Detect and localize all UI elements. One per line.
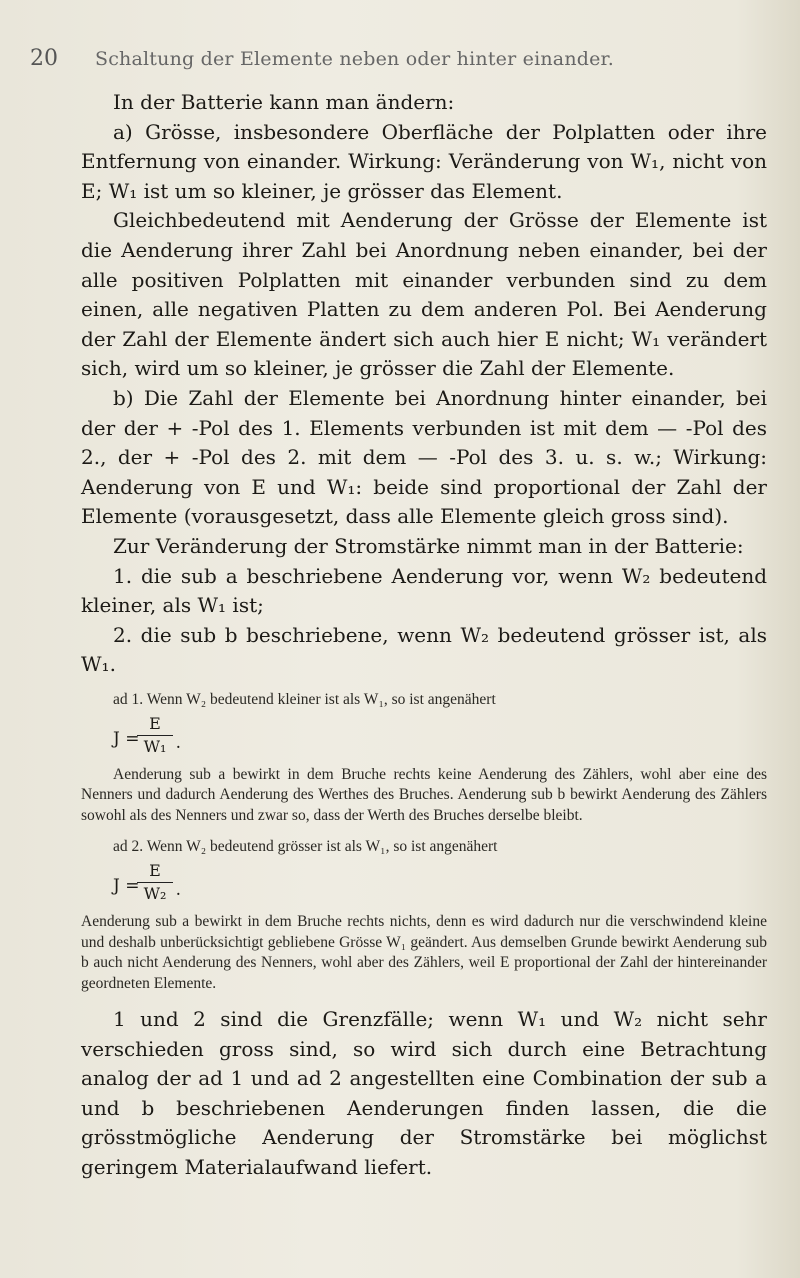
- formula-1-period: .: [175, 732, 181, 753]
- page-header: [0, 46, 800, 76]
- paragraph-gleichbedeutend: Gleichbedeutend mit Aenderung der Grösse der Elemente ist die Aenderung ihrer Zahl bei Anordnung neben einander, bei der alle positiven Polplatten mit einander verbunden sind zu dem einen, alle negativen Platten zu dem anderen Pol. Bei Aenderung der Zahl der Elemente ändert sich auch hier E nicht; W₁ verändert sich, wird um so kleiner, je grösser die Zahl der Elemente.: [81, 208, 767, 381]
- paragraph-a: a) Grösse, insbesondere Oberfläche der Polplatten oder ihre Entfernung von einander. Wirkung: Veränderung von W₁, nicht von E; W₁ ist um so kleiner, je grösser das Element.: [81, 119, 767, 203]
- formula-2-numerator: E: [149, 860, 161, 880]
- paragraph-intro: In der Batterie kann man ändern:: [113, 90, 455, 114]
- formula-1-denominator: W₁: [143, 736, 167, 756]
- note-2-intro: ad 2. Wenn W₂ bedeutend grösser ist als W₁, so ist angenähert: [113, 838, 498, 856]
- note-2-text: Aenderung sub a bewirkt in dem Bruche rechts nichts, denn es wird dadurch nur die verschwindend kleine und deshalb unberücksichtigt gebliebene Grösse W₁ geändert. Aus demselben Grunde bewirkt Aenderung sub b auch nicht Aenderung des Nenners, wohl aber des Zählers, weil E proportional der Zahl der hintereinander geordneten Elemente.: [81, 912, 767, 993]
- formula-2-period: .: [175, 879, 181, 900]
- formula-2-fraction: [137, 860, 181, 903]
- page-number: 20: [30, 46, 58, 71]
- formula-1-lhs: J =: [113, 728, 140, 749]
- formula-2-lhs: J =: [113, 875, 140, 896]
- formula-1-fraction: [137, 713, 181, 756]
- main-text: [81, 88, 767, 1183]
- paragraph-grenzfaelle: 1 und 2 sind die Grenzfälle; wenn W₁ und W₂ nicht sehr verschieden gross sind, so wird sich durch eine Betrachtung analog der ad 1 und ad 2 angestellten eine Combination der sub a und b beschriebenen Aenderungen finden lassen, die die grösstmögliche Aenderung der Stromstärke bei möglichst geringem Materialaufwand liefert.: [81, 1007, 767, 1180]
- paragraph-item-1: 1. die sub a beschriebene Aenderung vor, wenn W₂ bedeutend kleiner, als W₁ ist;: [81, 563, 767, 618]
- note-ad-1: [81, 690, 767, 827]
- running-title: Schaltung der Elemente neben oder hinter einander.: [95, 48, 614, 70]
- formula-2: [81, 862, 767, 906]
- paragraph-stromstaerke: Zur Veränderung der Stromstärke nimmt man in der Batterie:: [113, 533, 744, 558]
- paragraph-b: b) Die Zahl der Elemente bei Anordnung hinter einander, bei der der + -Pol des 1. Elements verbunden ist mit dem — -Pol des 2., der + -Pol des 2. mit dem — -Pol des 3. u. s. w.; Wirkung: Aenderung von E und W₁: beide sind proportional der Zahl der Elemente (vorausgesetzt, dass alle Elemente gleich gross sind).: [81, 385, 767, 529]
- formula-2-denominator: W₂: [143, 883, 167, 903]
- note-1-intro: ad 1. Wenn W₂ bedeutend kleiner ist als W₁, so ist angenähert: [113, 690, 496, 708]
- note-1-text: Aenderung sub a bewirkt in dem Bruche rechts keine Aenderung des Zählers, wohl aber eine des Nenners und dadurch Aenderung des Werthes des Bruches. Aenderung sub b bewirkt Aenderung des Zählers sowohl als des Nenners und zwar so, dass der Werth des Bruches derselbe bleibt.: [81, 765, 767, 825]
- note-ad-2: [81, 837, 767, 995]
- formula-1: [81, 715, 767, 759]
- formula-1-numerator: E: [149, 713, 161, 733]
- paragraph-item-2: 2. die sub b beschriebene, wenn W₂ bedeutend grösser ist, als W₁.: [81, 622, 767, 677]
